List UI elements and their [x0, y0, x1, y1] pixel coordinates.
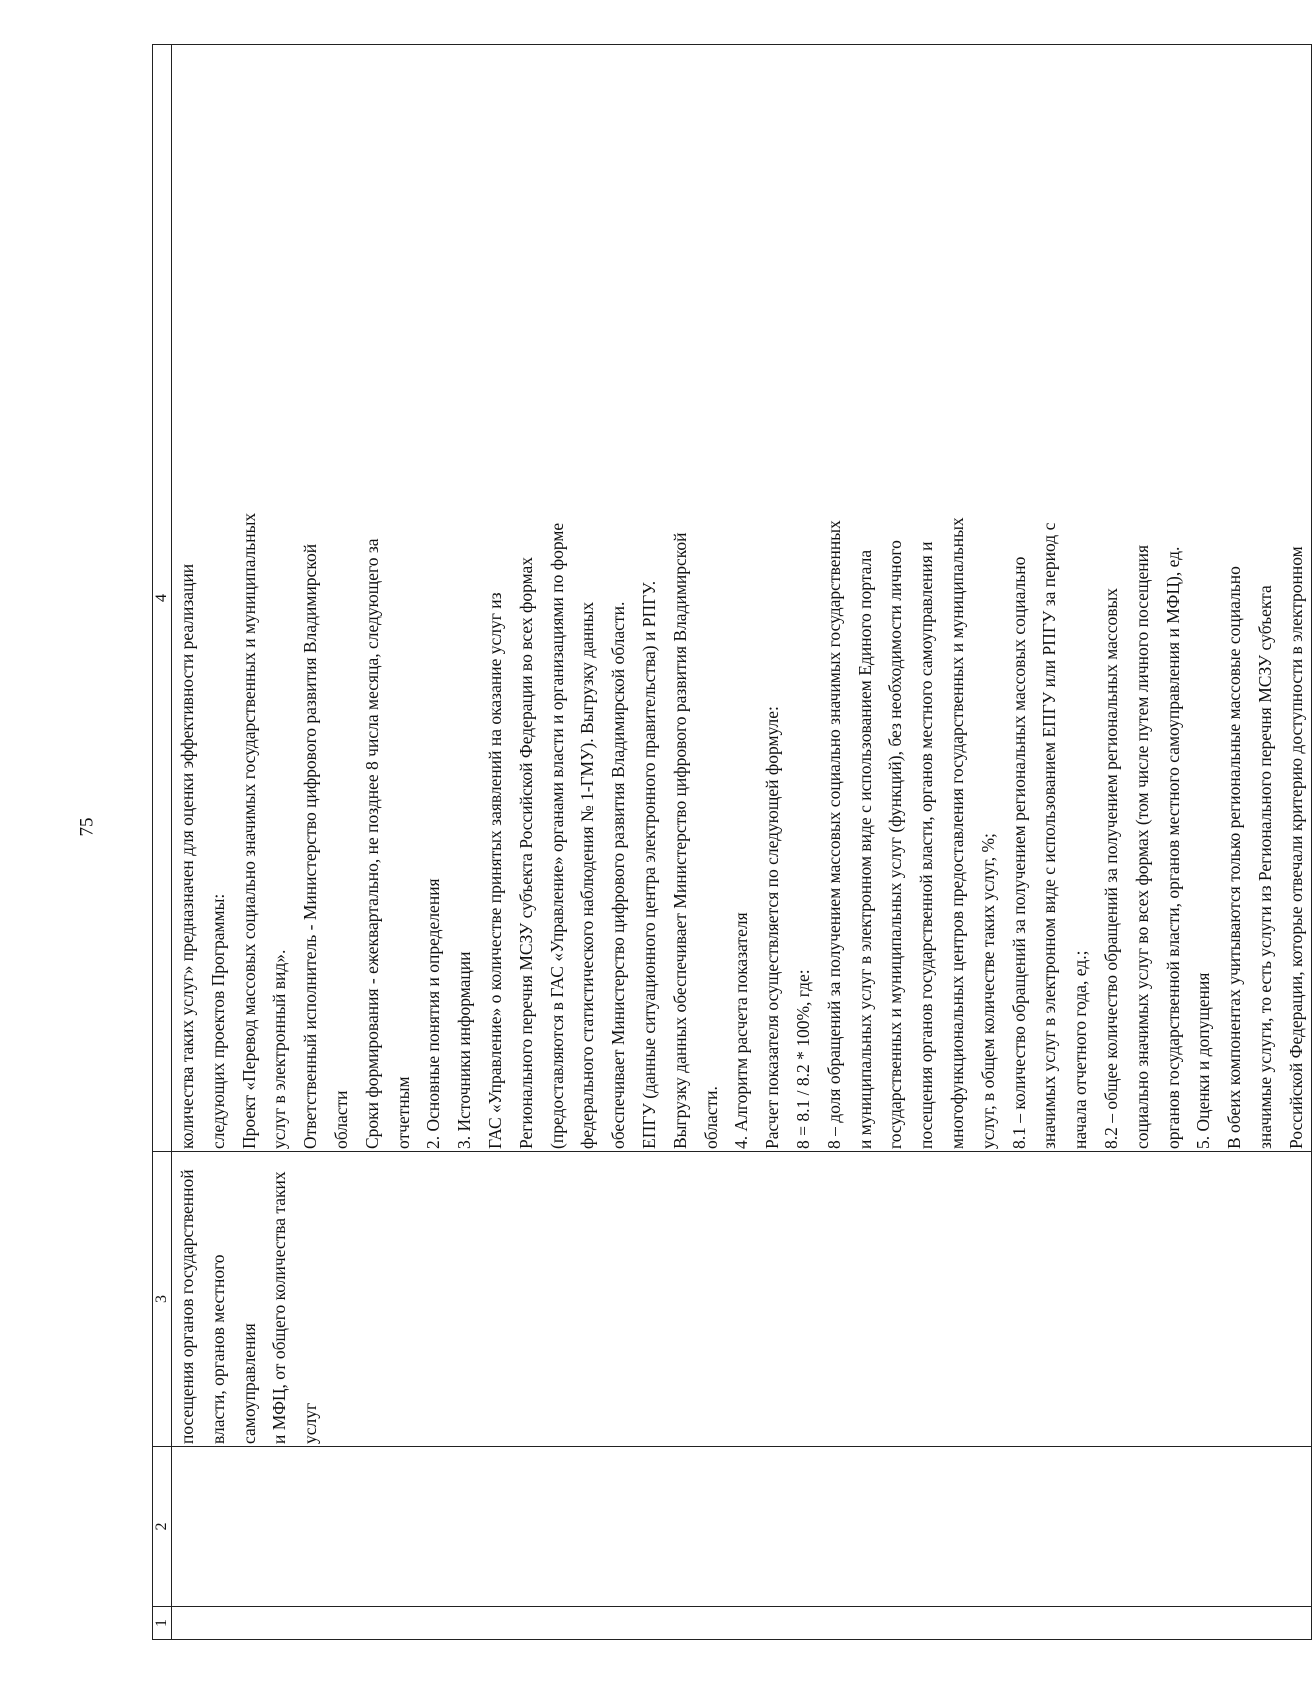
text-line: области.: [700, 1086, 721, 1149]
col-3-cell: посещения органов государственной власти, органов местного самоуправления и МФЦ, от общего количества таких услуг: [172, 1152, 1312, 1447]
text-line: Сроки формирования - ежеквартально, не позднее 8 числа месяца, следующего за: [361, 538, 382, 1149]
text-line: и муниципальных услуг в электронном виде с использованием Единого портала: [854, 549, 875, 1149]
col-1-header: 1: [153, 1607, 172, 1640]
text-line: Расчет показателя осуществляется по следующей формуле:: [762, 706, 783, 1149]
col-4-lines: [172, 47, 1311, 1149]
text-line: федерального статистического наблюдения № 1-ГМУ). Выгрузку данных: [577, 601, 598, 1149]
text-line: отчетным: [392, 1076, 413, 1149]
text-line: 3. Источники информации: [454, 951, 475, 1149]
text-line: Регионального перечня МСЗУ субъекта Российской Федерации во всех формах: [515, 556, 536, 1149]
text-line: 8.2 – общее количество обращений за получением региональных массовых: [1100, 588, 1121, 1149]
col-2-cell: [172, 1447, 1312, 1607]
text-line: области: [330, 1090, 351, 1149]
indicator-table: [152, 44, 1312, 1640]
text-line: органов государственной власти, органов местного самоуправления и МФЦ), ед.: [1162, 546, 1183, 1149]
text-line: количества таких услуг» предназначен для оценки эффективности реализации: [177, 563, 197, 1149]
text-line: посещения органов государственной власти, органов местного самоуправления и: [916, 541, 937, 1149]
text-line: В обеих компонентах учитываются только региональные массовые социально: [1224, 566, 1245, 1149]
text-line: начала отчетного года, ед.;: [1070, 950, 1091, 1149]
table-row: [172, 45, 1312, 1640]
col-1-cell: [172, 1607, 1312, 1640]
rotated-page-content: [152, 45, 1306, 1640]
text-line: Ответственный исполнитель - Министерство цифрового развития Владимирской: [300, 543, 321, 1149]
text-line: государственных и муниципальных услуг (функций), без необходимости личного: [885, 540, 906, 1149]
text-line: социально значимых услуг во всех формах (том числе путем личного посещения: [1131, 545, 1152, 1149]
text-line: Выгрузку данных обеспечивает Министерство цифрового развития Владимирской: [669, 532, 690, 1149]
text-line: 5. Оценки и допущения: [1193, 972, 1214, 1149]
text-line: 8 – доля обращений за получением массовых социально значимых государственных: [823, 520, 844, 1149]
table-header-row: [153, 45, 172, 1640]
text-line: услуг в электронный вид».: [269, 949, 290, 1149]
text-line: ЕПГУ (данные ситуационного центра электронного правительства) и РПГУ.: [638, 580, 659, 1149]
text-line: услуг, в общем количестве таких услуг, %;: [977, 833, 998, 1149]
col-3-header: 3: [153, 1152, 172, 1447]
text-line: 8.1 – количество обращений за получением региональных массовых социально: [1008, 556, 1029, 1149]
text-line: многофункциональных центров предоставления государственных и муниципальных: [946, 517, 967, 1149]
text-line: 8 = 8.1 / 8.2 * 100%, где:: [792, 969, 813, 1149]
text-line: 2. Основные понятия и определения: [423, 878, 444, 1149]
text-line: обеспечивает Министерство цифрового развития Владимирской области.: [608, 601, 629, 1149]
page-number: 75: [76, 817, 98, 837]
text-line: (предоставляются в ГАС «Управление» органами власти и организациями по форме: [546, 522, 567, 1149]
text-line: значимые услуги, то есть услуги из Регионального перечня МСЗУ субъекта: [1254, 585, 1275, 1149]
col-4-header: 4: [153, 45, 172, 1152]
text-line: ГАС «Управление» о количестве принятых заявлений на оказание услуг из: [484, 592, 505, 1149]
text-line: следующих проектов Программы:: [207, 893, 228, 1149]
col-2-header: 2: [153, 1447, 172, 1607]
text-line: Проект «Перевод массовых социально значимых государственных и муниципальных: [238, 512, 259, 1149]
col-4-cell: [172, 45, 1312, 1152]
text-line: 4. Алгоритм расчета показателя: [731, 912, 752, 1149]
text-line: значимых услуг в электронном виде с использованием ЕПГУ или РПГУ за период с: [1039, 522, 1060, 1149]
text-line: Российской Федерации, которые отвечали критерию доступности в электронном: [1285, 546, 1306, 1149]
